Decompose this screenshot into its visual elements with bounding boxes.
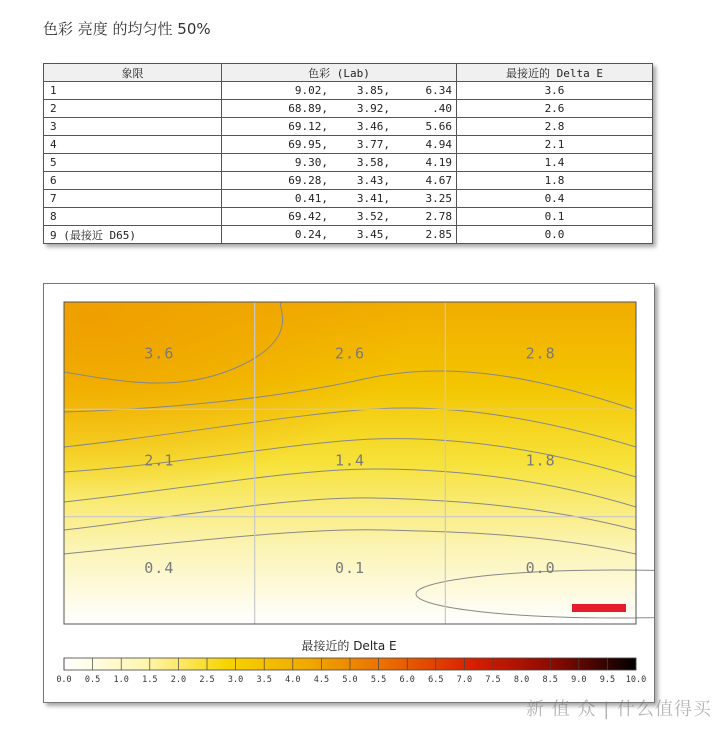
table-row <box>44 190 653 208</box>
colorbar-tick-label: 0.5 <box>84 675 101 685</box>
cell-lab <box>222 136 457 154</box>
lab-value: 3.58, <box>356 156 390 169</box>
colorbar-tick-label: 1.5 <box>142 675 158 685</box>
table-row <box>44 226 653 244</box>
header-lab: 色彩 (Lab) <box>222 64 457 82</box>
colorbar-tick-label: 8.5 <box>542 675 558 685</box>
colorbar-tick-label: 6.5 <box>428 675 444 685</box>
colorbar-tick-label: 4.0 <box>285 675 301 685</box>
cell-lab <box>222 226 457 244</box>
table-row <box>44 172 653 190</box>
lab-value: 9.02, <box>294 84 328 97</box>
lab-value: 69.12, <box>288 120 328 133</box>
colorbar-tick-label: 9.0 <box>571 675 587 685</box>
lab-value: 5.66 <box>425 120 452 133</box>
lab-value: 6.34 <box>425 84 452 97</box>
colorbar-tick-label: 3.0 <box>227 675 244 685</box>
cell-lab <box>222 100 457 118</box>
lab-value: 3.43, <box>356 174 390 187</box>
colorbar-tick-label: 0.0 <box>56 675 72 685</box>
lab-value: 69.42, <box>288 210 328 223</box>
cell-label: 1.4 <box>334 451 366 470</box>
cell-delta-e: 3.6 <box>457 82 653 100</box>
reference-marker <box>572 604 626 612</box>
colorbar <box>56 638 646 685</box>
table-row <box>44 154 653 172</box>
lab-value: 4.67 <box>425 174 452 187</box>
uniformity-table <box>43 63 653 244</box>
cell-delta-e: 0.1 <box>457 208 653 226</box>
colorbar-tick-label: 3.5 <box>256 675 272 685</box>
colorbar-tick-label: 5.0 <box>342 675 358 685</box>
cell-lab <box>222 154 457 172</box>
cell-label: 2.8 <box>525 344 556 363</box>
cell-lab <box>222 208 457 226</box>
cell-label: 2.1 <box>144 451 175 470</box>
plot-area <box>64 302 654 624</box>
uniformity-table-wrap <box>43 63 653 244</box>
lab-value: 3.41, <box>356 192 390 205</box>
cell-quadrant: 5 <box>44 154 222 172</box>
cell-quadrant: 7 <box>44 190 222 208</box>
cell-label: 2.6 <box>334 344 366 363</box>
table-row <box>44 118 653 136</box>
watermark: 新 值 众 | 什么值得买 <box>526 699 712 720</box>
lab-value: 9.30, <box>294 156 328 169</box>
cell-lab <box>222 118 457 136</box>
heatmap-frame <box>43 283 655 703</box>
lab-value: 3.25 <box>425 192 452 205</box>
lab-value: 3.77, <box>356 138 390 151</box>
table-row <box>44 208 653 226</box>
cell-quadrant: 4 <box>44 136 222 154</box>
table-row <box>44 136 653 154</box>
cell-quadrant: 3 <box>44 118 222 136</box>
table-row <box>44 82 653 100</box>
cell-delta-e: 0.0 <box>457 226 653 244</box>
colorbar-tick-label: 2.5 <box>199 675 215 685</box>
cell-quadrant: 9 (最接近 D65) <box>44 226 222 244</box>
table-body <box>44 82 653 244</box>
page-title: 色彩 亮度 的均匀性 50% <box>43 20 211 38</box>
lab-value: 68.89, <box>288 102 328 115</box>
colorbar-tick-label: 8.0 <box>513 675 530 685</box>
colorbar-tick-label: 9.5 <box>599 675 616 685</box>
colorbar-title: 最接近的 Delta E <box>301 639 397 653</box>
colorbar-tick-label: 4.5 <box>313 675 330 685</box>
cell-label: 1.8 <box>525 451 556 470</box>
cell-quadrant: 8 <box>44 208 222 226</box>
table-row <box>44 100 653 118</box>
lab-value: 2.78 <box>425 210 452 223</box>
cell-label: 3.6 <box>144 344 175 363</box>
lab-value: 4.94 <box>425 138 452 151</box>
lab-value: 3.52, <box>356 210 390 223</box>
cell-lab <box>222 82 457 100</box>
cell-delta-e: 2.1 <box>457 136 653 154</box>
cell-label: 0.1 <box>334 558 366 577</box>
header-quadrant: 象限 <box>44 64 222 82</box>
lab-value: 0.41, <box>294 192 328 205</box>
uniformity-heatmap <box>44 284 654 702</box>
lab-value: 4.19 <box>425 156 452 169</box>
cell-label: 0.0 <box>525 558 556 577</box>
lab-value: 2.85 <box>425 228 452 241</box>
cell-lab <box>222 172 457 190</box>
cell-delta-e: 1.4 <box>457 154 653 172</box>
lab-value: 3.45, <box>356 228 390 241</box>
cell-delta-e: 1.8 <box>457 172 653 190</box>
lab-value: 69.28, <box>288 174 328 187</box>
lab-value: 0.24, <box>294 228 328 241</box>
lab-value: 3.92, <box>356 102 390 115</box>
colorbar-tick-label: 2.0 <box>170 675 187 685</box>
cell-quadrant: 1 <box>44 82 222 100</box>
cell-delta-e: 2.6 <box>457 100 653 118</box>
colorbar-tick-label: 7.5 <box>485 675 501 685</box>
lab-value: .40 <box>432 102 452 115</box>
lab-value: 3.85, <box>356 84 390 97</box>
colorbar-tick-label: 6.0 <box>399 675 415 685</box>
cell-label: 0.4 <box>144 558 175 577</box>
colorbar-tick-label: 5.5 <box>370 675 387 685</box>
header-delta-e: 最接近的 Delta E <box>457 64 653 82</box>
cell-quadrant: 2 <box>44 100 222 118</box>
cell-delta-e: 2.8 <box>457 118 653 136</box>
lab-value: 69.95, <box>288 138 328 151</box>
colorbar-tick-label: 1.0 <box>113 675 129 685</box>
cell-quadrant: 6 <box>44 172 222 190</box>
cell-delta-e: 0.4 <box>457 190 653 208</box>
colorbar-tick-label: 10.0 <box>625 675 647 685</box>
colorbar-tick-label: 7.0 <box>456 675 473 685</box>
cell-lab <box>222 190 457 208</box>
table-header-row <box>44 64 653 82</box>
lab-value: 3.46, <box>356 120 390 133</box>
